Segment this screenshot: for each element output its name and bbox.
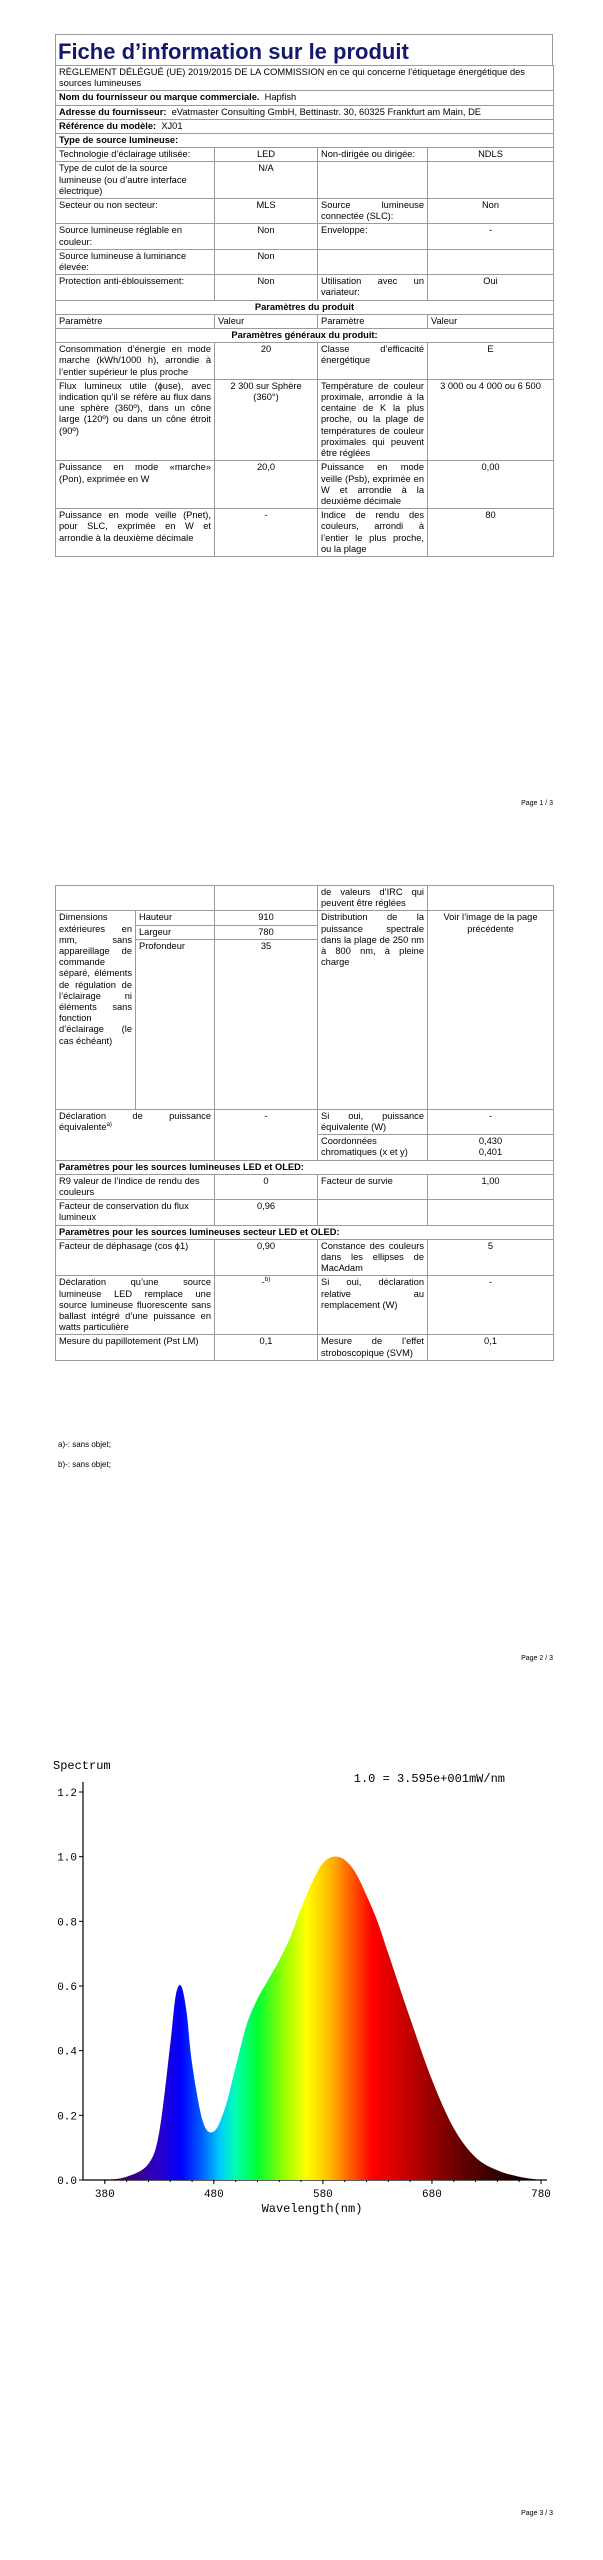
row-value bbox=[428, 249, 554, 274]
x-tick-label: 580 bbox=[312, 2189, 333, 2201]
y-tick-label: 1.0 bbox=[57, 1852, 77, 1865]
model-row bbox=[56, 119, 554, 133]
row-label bbox=[318, 249, 428, 274]
table-row bbox=[56, 275, 554, 300]
table-row bbox=[56, 911, 554, 925]
table-row bbox=[56, 199, 554, 224]
row-label: Distribution de la puissance spectrale dans la plage de 250 nm à 800 nm, à pleine charge bbox=[318, 911, 428, 1109]
supplier-value: Hapfish bbox=[264, 92, 297, 103]
row-label: Constance des couleurs dans les ellipses de MacAdam bbox=[318, 1239, 428, 1276]
row-label: Facteur de déphasage (cos ϕ1) bbox=[56, 1239, 215, 1276]
row-label: Coordonnées chromatiques (x et y) bbox=[318, 1135, 428, 1160]
table-row bbox=[56, 886, 554, 911]
row-label: Non-dirigée ou dirigée: bbox=[318, 148, 428, 162]
row-value bbox=[428, 162, 554, 199]
row-value: LED bbox=[215, 148, 318, 162]
supplier-label: Nom du fournisseur ou marque commerciale. bbox=[59, 92, 260, 103]
row-label: Utilisation avec un variateur: bbox=[318, 275, 428, 300]
row-value: 20 bbox=[215, 343, 318, 380]
row-value: 0 bbox=[215, 1174, 318, 1199]
model-value: XJ01 bbox=[161, 120, 183, 131]
row-value: 0,430 0,401 bbox=[428, 1135, 554, 1160]
row-value: -$^{b)}$ bbox=[215, 1276, 318, 1335]
row-label: Flux lumineux utile (ɸuse), avec indication qu’il se réfère au flux dans une sphère (360º), dans un cône large (120º) ou dans un cône étroit (90º) bbox=[56, 379, 215, 460]
row-value: 80 bbox=[428, 509, 554, 557]
model-label: Référence du modèle: bbox=[59, 120, 157, 131]
address-value: eVatmaster Consulting GmbH, Bettinastr. 30, 60325 Frankfurt am Main, DE bbox=[171, 106, 481, 117]
row-label: Classe d’efficacité énergétique bbox=[318, 343, 428, 380]
general-header: Paramètres généraux du produit: bbox=[56, 329, 554, 343]
x-tick-label: 780 bbox=[531, 2189, 551, 2201]
table-row bbox=[56, 1239, 554, 1276]
y-tick-label: 0.8 bbox=[57, 1917, 77, 1930]
row-label: Source lumineuse connectée (SLC): bbox=[318, 199, 428, 224]
row-label: Consommation d’énergie en mode marche (kWh/1000 h), arrondie à l’entier supérieur le plus proche bbox=[56, 343, 215, 380]
row-label: Température de couleur proximale, arrondie à la centaine de K la plus proche, ou la plage de températures de couleur proximales qui peuvent être réglées bbox=[318, 379, 428, 460]
row-value: N/A bbox=[215, 162, 318, 199]
row-label: Indice de rendu des couleurs, arrondi à l’entier le plus proche, ou la plage bbox=[318, 509, 428, 557]
table-row bbox=[56, 1276, 554, 1335]
page-1 bbox=[0, 0, 603, 835]
page-2 bbox=[0, 885, 603, 1715]
row-label: Source lumineuse réglable en couleur: bbox=[56, 224, 215, 249]
y-tick-label: 0.4 bbox=[57, 2046, 77, 2059]
row-value: 0,1 bbox=[428, 1335, 554, 1360]
column-header: Paramètre bbox=[56, 314, 215, 328]
dim-value: 910 bbox=[215, 911, 318, 925]
row-value: - bbox=[215, 1109, 318, 1160]
table-row bbox=[56, 1109, 554, 1134]
table-row bbox=[56, 249, 554, 274]
row-label: Déclaration qu’une source lumineuse LED remplace une source lumineuse fluorescente sans ballast intégré d’une puissance en watts particulière bbox=[56, 1276, 215, 1335]
supplier-row bbox=[56, 91, 554, 105]
row-value: E bbox=[428, 343, 554, 380]
chart-title: Spectrum bbox=[53, 1759, 111, 1773]
row-label: Enveloppe: bbox=[318, 224, 428, 249]
row-value: - bbox=[215, 509, 318, 557]
row-value: Oui bbox=[428, 275, 554, 300]
table-row bbox=[56, 1200, 554, 1225]
row-label: Puissance en mode veille (Psb), exprimée en W et arrondie à la deuxième décimale bbox=[318, 461, 428, 509]
product-info-table bbox=[55, 65, 554, 557]
row-value: Non bbox=[215, 249, 318, 274]
footnote-b: b)-: sans objet; bbox=[58, 1460, 111, 1469]
table-row bbox=[56, 343, 554, 380]
row-value: - bbox=[428, 1276, 554, 1335]
row-label: Mesure de l’effet stroboscopique (SVM) bbox=[318, 1335, 428, 1360]
x-axis-label: Wavelength(nm) bbox=[261, 2202, 363, 2216]
row-label: Puissance en mode «marche» (Pon), exprimée en W bbox=[56, 461, 215, 509]
table-row bbox=[56, 148, 554, 162]
page-number: Page 2 / 3 bbox=[521, 1655, 553, 1662]
row-label: R9 valeur de l’indice de rendu des couleurs bbox=[56, 1174, 215, 1199]
table-row bbox=[56, 162, 554, 199]
row-label: Puissance en mode veille (Pnet), pour SLC, exprimée en W et arrondie à la deuxième décimale bbox=[56, 509, 215, 557]
row-value: 0,90 bbox=[215, 1239, 318, 1276]
row-value: Voir l’image de la page précédente bbox=[428, 911, 554, 1109]
spectrum-chart bbox=[53, 1752, 553, 2232]
row-value: 0,1 bbox=[215, 1335, 318, 1360]
row-value: 5 bbox=[428, 1239, 554, 1276]
row-value: Non bbox=[215, 224, 318, 249]
dim-value: 780 bbox=[215, 925, 318, 939]
row-label: de valeurs d’IRC qui peuvent être réglées bbox=[318, 886, 428, 911]
chart-annotation: 1.0 = 3.595e+001mW/nm bbox=[353, 1772, 505, 1786]
column-header: Paramètre bbox=[318, 314, 428, 328]
regulation-text: RÈGLEMENT DÉLÉGUÉ (UE) 2019/2015 DE LA COMMISSION en ce qui concerne l’étiquetage énergétique des sources lumineuses bbox=[56, 66, 554, 91]
row-value: 0,00 bbox=[428, 461, 554, 509]
x-tick-label: 480 bbox=[203, 2189, 224, 2201]
row-label: Protection anti-éblouissement: bbox=[56, 275, 215, 300]
table-row bbox=[56, 379, 554, 460]
product-info-table-continued bbox=[55, 885, 554, 1361]
row-value: Non bbox=[215, 275, 318, 300]
row-label: Technologie d’éclairage utilisée: bbox=[56, 148, 215, 162]
dimensions-label: Dimensions extérieures en mm, sans appareillage de commande séparé, éléments de régulation de l’éclairage ni éléments sans fonction d’éclairage (le cas échéant) bbox=[56, 911, 136, 1109]
row-value: - bbox=[428, 1109, 554, 1134]
page-number: Page 3 / 3 bbox=[521, 2510, 553, 2517]
dim-name: Profondeur bbox=[136, 939, 215, 1109]
product-sheet-page-1 bbox=[55, 34, 553, 557]
table-row bbox=[56, 1174, 554, 1199]
row-value: 2 300 sur Sphère (360°) bbox=[215, 379, 318, 460]
row-value: 1,00 bbox=[428, 1174, 554, 1199]
row-label bbox=[318, 162, 428, 199]
row-value: MLS bbox=[215, 199, 318, 224]
product-sheet-page-2 bbox=[55, 885, 553, 1361]
table-row bbox=[56, 461, 554, 509]
row-value: - bbox=[428, 224, 554, 249]
row-label: Source lumineuse à luminance élevée: bbox=[56, 249, 215, 274]
type-header: Type de source lumineuse: bbox=[56, 134, 554, 148]
address-row bbox=[56, 105, 554, 119]
x-tick-label: 380 bbox=[94, 2189, 115, 2201]
row-label: Facteur de survie bbox=[318, 1174, 428, 1199]
table-row bbox=[56, 509, 554, 557]
row-value: 0,96 bbox=[215, 1200, 318, 1225]
y-tick-label: 0.0 bbox=[57, 2176, 77, 2188]
row-value: 20,0 bbox=[215, 461, 318, 509]
row-label: Déclaration de puissance équivalente$^{a)}$ bbox=[56, 1109, 215, 1160]
table-row bbox=[56, 224, 554, 249]
page-number: Page 1 / 3 bbox=[521, 800, 553, 807]
column-header: Valeur bbox=[428, 314, 554, 328]
mains-header: Paramètres pour les sources lumineuses secteur LED et OLED: bbox=[56, 1225, 554, 1239]
row-label: Type de culot de la source lumineuse (ou d’autre interface électrique) bbox=[56, 162, 215, 199]
row-value: 3 000 ou 4 000 ou 6 500 bbox=[428, 379, 554, 460]
row-label: Si oui, puissance équivalente (W) bbox=[318, 1109, 428, 1134]
page-title: Fiche d’information sur le produit bbox=[55, 34, 553, 65]
dim-name: Largeur bbox=[136, 925, 215, 939]
params-header: Paramètres du produit bbox=[56, 300, 554, 314]
dim-value: 35 bbox=[215, 939, 318, 1109]
address-label: Adresse du fournisseur: bbox=[59, 106, 167, 117]
row-label: Facteur de conservation du flux lumineux bbox=[56, 1200, 215, 1225]
row-value: Non bbox=[428, 199, 554, 224]
y-tick-label: 0.2 bbox=[57, 2111, 77, 2124]
table-row bbox=[56, 1335, 554, 1360]
row-value: NDLS bbox=[428, 148, 554, 162]
y-tick-label: 0.6 bbox=[57, 1982, 77, 1994]
column-header-row bbox=[56, 314, 554, 328]
x-tick-label: 680 bbox=[422, 2189, 442, 2201]
led-header: Paramètres pour les sources lumineuses LED et OLED: bbox=[56, 1160, 554, 1174]
dim-name: Hauteur bbox=[136, 911, 215, 925]
row-label: Si oui, déclaration relative au remplacement (W) bbox=[318, 1276, 428, 1335]
row-label: Secteur ou non secteur: bbox=[56, 199, 215, 224]
column-header: Valeur bbox=[215, 314, 318, 328]
footnote-a: a)-: sans objet; bbox=[58, 1440, 111, 1449]
row-label: Mesure du papillotement (Pst LM) bbox=[56, 1335, 215, 1360]
y-tick-label: 1.2 bbox=[57, 1788, 77, 1800]
